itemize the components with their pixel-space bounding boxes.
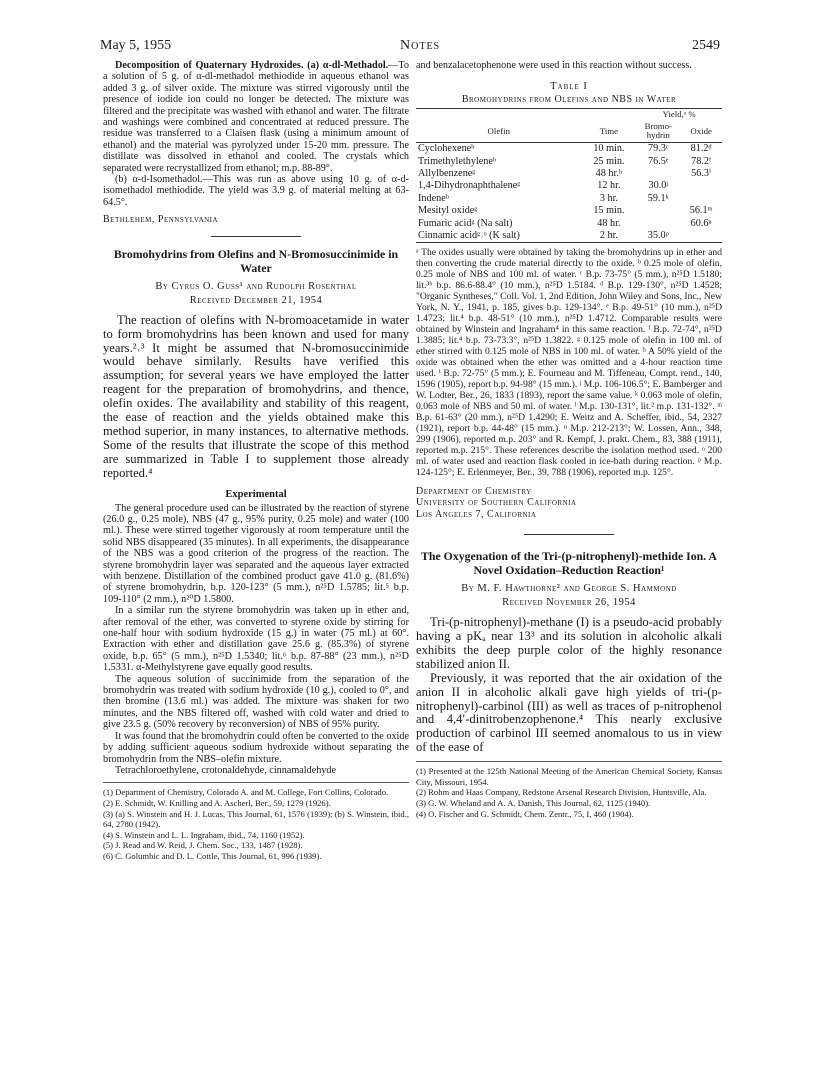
left-footnote: (3) (a) S. Winstein and H. J. Lucas, This Journal, 61, 1576 (1939); (b) S. Winstein, ibid., 64, 2780 (1942).: [103, 808, 409, 830]
right-footnote: (2) Rohm and Haas Company, Redstone Arsenal Research Division, Huntsville, Ala.: [416, 787, 707, 798]
table-cell: 56.3ⁱ: [691, 167, 712, 179]
olefin-cell: Allylbenzeneᵍ: [418, 167, 476, 179]
byline-hawthorne: By M. F. Hawthorne² and George S. Hammond: [461, 583, 677, 595]
column-header: Olefin: [416, 121, 582, 142]
received-date-2: Received November 26, 1954: [502, 597, 636, 609]
table-cell: 2 hr.: [582, 229, 637, 242]
isomethadol-text: —This was run as above using 10 g. of α-d-isomethadol methiodide. The yield was 3.9 g. of material melting at 63-64.5°.: [103, 174, 409, 208]
olefin-cell: Mesityl oxideᵍ: [418, 205, 478, 217]
experimental-paragraph-5: Tetrachloroethylene, crotonaldehyde, cinnamaldehyde: [115, 764, 337, 776]
left-column: [103, 60, 409, 861]
table-row: [416, 155, 722, 167]
table-footnotes: ᵃ The oxides usually were obtained by taking the bromohydrins up in ether and then converting the crude material directly to the oxide. ᵇ 0.25 mole of olefin, 0.25 mole of NBS and 100 ml. of water. ᶜ B.p. 73-75° (5 mm.), n²⁵D 1.5180; lit.³ᵇ b.p. 86.6-88.4° (10 mm.), n²⁵D 1.5184. ᵈ B.p. 129-130°, n²⁵D 1.4528; "Organic Syntheses," Coll. Vol. 1, 2nd Edition, John Wiley and Sons, Inc., New York, N. Y., 1941, p. 185, gives b.p. 129-134°. ᵉ B.p. 49-51° (10 mm.), n²⁵D 1.4723; lit.⁴ b.p. 48-51° (10 mm.), n²⁵D 1.4712. Comparable results were obtained by Winstein and Ingraham⁴ in this same reaction. ᶠ B.p. 72-74°, n²⁵D 1.3885; lit.⁴ b.p. 73-73.3°, n²⁵D 1.3822. ᵍ 0.125 mole of olefin in 100 ml. of ether stirred with 0.125 mole of NBS in 100 ml. of water. ʰ A 50% yield of the oxide was obtained when the ether was omitted and a 4-hour reaction time used. ⁱ B.p. 72-75° (5 mm.); E. Fourneau and M. Tiffeneau, Compt. rend., 140, 1596 (1905), report b.p. 94-98° (15 mm.). ʲ M.p. 106-106.5°; E. Bamberger and W. Lodter, Ber., 26, 1833 (1893), report the same value. ᵏ 0.063 mole of olefin, 0.063 mole of NBS and 50 ml. of water. ˡ M.p. 130-131°, lit.² m.p. 131-132°. ᵐ B.p. 61-63° (20 mm.), n²⁵D 1.4290; E. Weitz and A. Scheffer, ibid., 54, 2327 (1921), report b.p. 44-48° (15 mm.). ⁿ M.p. 212-213°; W. Lossen, Ann., 348, 299 (1906), reported m.p. 203° and R. Kempf, J. prakt. Chem., 83, 388 (1911), reported m.p. 215°. These references describe the isolation method used. ᵒ 200 ml. of water used and reaction flask cooled in ice-bath during reaction. ᵖ M.p. 124-125°; E. Erlenmeyer, Ber., 39, 788 (1906), reported m.p. 125°.: [416, 246, 722, 478]
table-cell: 81.2ᵈ: [690, 143, 712, 155]
bromohydrin-table: [416, 108, 722, 242]
article-title-bromohydrins: Bromohydrins from Olefins and N-Bromosuccinimide in Water: [113, 246, 399, 275]
separator-rule: [211, 236, 301, 237]
address-line: Los Angeles 7, California: [416, 508, 537, 520]
table-cell: 78.2ᶠ: [691, 155, 712, 167]
table-cell: [636, 167, 680, 179]
usc-address: [416, 486, 722, 520]
isomethadol-paragraph: [103, 174, 409, 208]
left-footnote: (4) S. Winstein and L. L. Ingraham, ibid., 74, 1160 (1952).: [103, 829, 305, 840]
header-journal: Notes: [400, 38, 441, 53]
right-footnote: (1) Presented at the 125th National Meeting of the American Chemical Society, Kansas City, Missouri, 1954.: [416, 766, 722, 787]
table-cell: [680, 229, 722, 242]
yield-header: Yield,ᵃ %: [636, 109, 722, 121]
column-header: Bromo-hydrin: [636, 121, 680, 142]
left-footnote: (6) C. Golumbic and D. L. Cottle, This Journal, 61, 996 (1939).: [103, 850, 322, 861]
table-cell: 25 min.: [593, 155, 625, 167]
table-cell: 56.1ᵐ: [689, 205, 713, 217]
olefin-cell: Cinnamic acidᵍ˒ᵒ (K salt): [416, 229, 582, 242]
table-row: [416, 192, 722, 204]
header-date: May 5, 1955: [100, 38, 172, 53]
article-title-oxygenation: The Oxygenation of the Tri-(p-nitrophenyl)-methide Ion. A Novel Oxidation–Reduction Reaction¹: [421, 549, 717, 578]
table-cell: 10 min.: [593, 143, 625, 155]
left-footnotes: [103, 782, 409, 861]
table-cell: 76.5ᵉ: [648, 155, 669, 167]
experimental-paragraph-1: The general procedure used can be illustrated by the reaction of styrene (26.0 g., 0.25 mole), NBS (47 g., 95% purity, 0.25 mole) and water (100 ml.). These were stirred together vigorously at room temperature until the solid NBS disappeared (35 minutes). In all experiments, the disappearance of the NBS was a good criterion of the progress of the reaction. The styrene bromohydrin layer was separated and the aqueous layer extracted with benzene. Distillation of the combined product gave 41.0 g. (81.6%) of styrene bromohydrin, b.p. 120-123° (5 mm.), n²⁵D 1.5785; lit.⁵ b.p. 109-110° (2 mm.), n²⁰D 1.5800.: [103, 502, 409, 605]
table-caption: Bromohydrins from Olefins and NBS in Water: [461, 94, 677, 106]
right-column: [416, 60, 722, 819]
table-title: Table I: [550, 81, 588, 93]
right-footnote: (3) G. W. Wheland and A. A. Danish, This Journal, 62, 1125 (1940).: [416, 797, 651, 808]
page-header: [100, 38, 720, 58]
column-header: Time: [582, 121, 637, 142]
olefin-cell: Fumaric acidᵍ (Na salt): [418, 217, 513, 229]
table-row: [416, 180, 722, 192]
header-page-number: 2549: [692, 38, 720, 53]
table-cell: [636, 217, 680, 229]
bethlehem-address: Bethlehem, Pennsylvania: [103, 214, 219, 226]
decomposition-heading: Decomposition of Quaternary Hydroxides. (a) α-dl-Methadol.: [115, 60, 389, 71]
table-row: [416, 205, 722, 217]
decomposition-text: —To a solution of 5 g. of α-dl-methadol methiodide in aqueous ethanol was added 3 g. of silver oxide. The mixture was stirred vigorously until the presence of iodide ion could no longer be detected. The mixture was filtered and the precipitate was washed with ethanol and water. The filtrate and washings were combined and concentrated at reduced pressure. The residue was transferred to a Claisen flask (using a minimum amount of ethanol) and the material was pyrolyzed under 15-20 mm. pressure. The distillate was dissolved in ethanol and cooled. The crystals which separated were recrystallized from ethanol; m.p. 88-89°.: [103, 60, 409, 174]
continuation-text: and benzalacetophenone were used in this reaction without success.: [416, 60, 692, 71]
address-line: Department of Chemistry: [416, 485, 532, 497]
oxygenation-paragraph-2: Previously, it was reported that the air oxidation of the anion II in alcoholic alkali gave high yields of tri-(p-nitrophenyl)-carbinol (III) as well as traces of p-nitrophenol and 4,4′-dinitrobenzophenone.⁴ This nearly exclusive production of carbinol III seemed anomalous to us in view of the ease of: [416, 670, 722, 755]
left-footnote: (5) J. Read and W. Reid, J. Chem. Soc., 133, 1487 (1928).: [103, 840, 303, 851]
received-date-1: Received December 21, 1954: [189, 294, 323, 306]
table-row: [416, 142, 722, 155]
table-cell: 79.3ᶜ: [648, 143, 669, 155]
experimental-paragraph-4: It was found that the bromohydrin could often be converted to the oxide by adding sufficient aqueous sodium hydroxide without separating the bromohydrin from the NBS–olefin mixture.: [103, 730, 409, 765]
intro-paragraph: The reaction of olefins with N-bromoacetamide in water to form bromohydrins has been known and used for many years.²˒³ It might be assumed that N-bromosuccinimide would behave similarly. Results have verified this assumption; for several years we have employed the latter reagent for the preparation of bromohydrins, and thence, olefin oxides. The availability and stability of this reagent, the ease of reaction and the yields obtained make this method superior, in many instances, to alternative methods. Some of the results that illustrate the scope of this method are summarized in Table I to supplement those already reported.⁴: [103, 312, 409, 480]
left-footnote: (1) Department of Chemistry, Colorado A. and M. College, Fort Collins, Colorado.: [103, 787, 389, 798]
table-cell: 12 hr.: [597, 180, 621, 192]
experimental-heading: Experimental: [225, 488, 287, 500]
separator-rule: [524, 534, 614, 535]
table-cell: [680, 180, 722, 192]
table-cell: 3 hr.: [599, 192, 618, 204]
table-cell: 60.6ⁿ: [690, 217, 712, 229]
right-footnotes: [416, 761, 722, 819]
table-cell: [636, 205, 680, 217]
table-body: [416, 142, 722, 242]
experimental-paragraph-3: The aqueous solution of succinimide from the separation of the bromohydrin was treated with sodium hydroxide (10 g.), cooled to 0°, and then bromine (13.6 ml.) was added. The mixture was shaken for two minutes, and the NBS filtered off, washed with cold water and dried to give 23.5 g. (50% recovery by reconversion) of NBS of 95% purity.: [103, 673, 409, 731]
table-cell: 59.1ᵏ: [647, 192, 669, 204]
address-line: University of Southern California: [416, 497, 577, 509]
table-row: [416, 217, 722, 229]
table-row: [416, 167, 722, 179]
right-footnote: (4) O. Fischer and G. Schmidt, Chem. Zentr., 75, I, 460 (1904).: [416, 808, 634, 819]
table-cell: 48 hr.: [597, 217, 621, 229]
olefin-cell: Indeneᵇ: [418, 192, 449, 204]
table-cell: 35.0ᵖ: [636, 229, 680, 242]
oxygenation-paragraph-1: Tri-(p-nitrophenyl)-methane (I) is a pseudo-acid probably having a pKₐ near 13³ and its solution in alcoholic alkali exhibits the deep purple color of the highly resonance stabilized anion II.: [416, 615, 722, 671]
isomethadol-heading: (b) α-d-Isomethadol.: [115, 174, 203, 186]
olefin-cell: Trimethylethyleneᵇ: [418, 155, 497, 167]
table-row: [416, 229, 722, 242]
column-header: Oxide: [680, 121, 722, 142]
olefin-cell: 1,4-Dihydronaphthaleneᵍ: [418, 180, 521, 192]
byline-guss: By Cyrus O. Guss¹ and Rudolph Rosenthal: [155, 280, 357, 292]
decomposition-paragraph: [103, 60, 409, 174]
experimental-paragraph-2: In a similar run the styrene bromohydrin was taken up in ether and, after removal of the ether, was converted to styrene oxide by stirring for one-half hour with sodium hydroxide (15 g.) in water (75 ml.) at 60°. Extraction with ether and distillation gave 25.6 g. (85.3%) of styrene oxide, b.p. 65° (5 mm.), n²⁵D 1.5340; lit.⁶ b.p. 87-88° (23 mm.), n²⁵D 1.5331. α-Methylstyrene gave equally good results.: [103, 605, 409, 674]
table-cell: 15 min.: [593, 205, 625, 217]
table-cell: [680, 192, 722, 204]
left-footnote: (2) E. Schmidt, W. Knilling and A. Ascherl, Ber., 59, 1279 (1926).: [103, 797, 331, 808]
table-cell: 48 hr.ʰ: [595, 167, 623, 179]
olefin-cell: Cyclohexeneᵇ: [418, 143, 475, 155]
table-cell: 30.0ʲ: [648, 180, 668, 192]
